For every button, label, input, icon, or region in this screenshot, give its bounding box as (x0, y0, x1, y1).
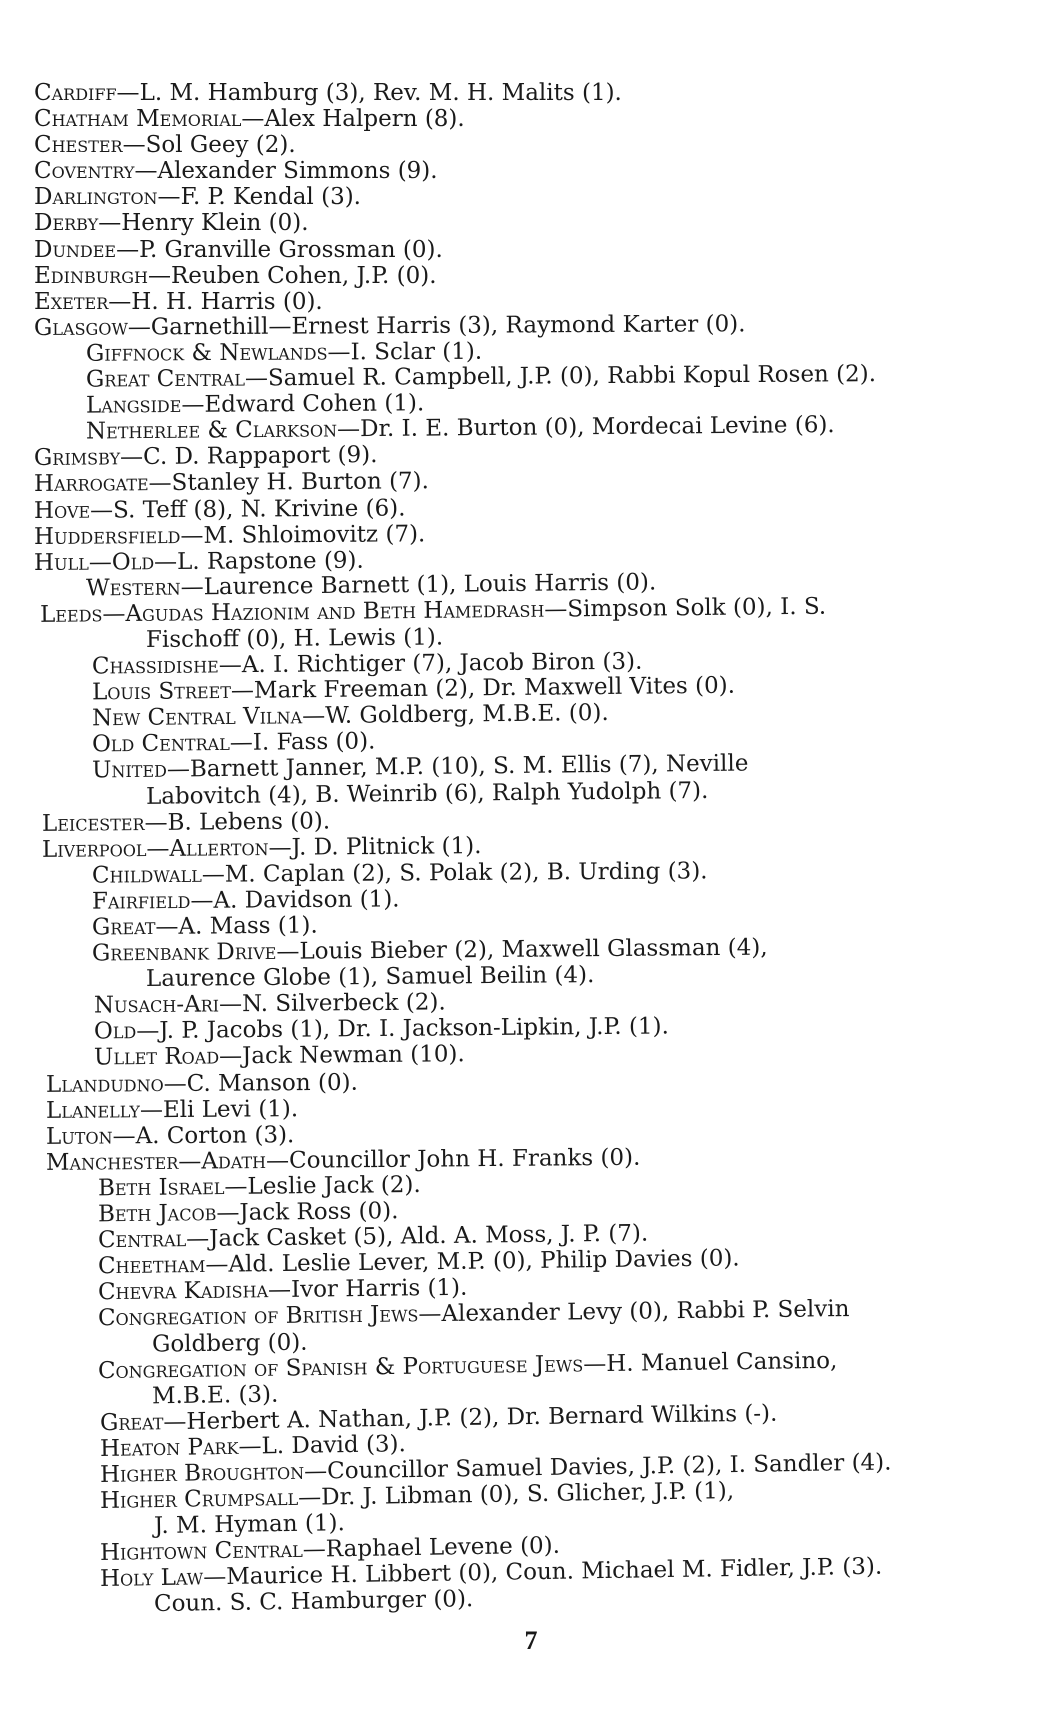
entry-text: J. M. Hyman (1). (153, 1510, 345, 1540)
entry-place: Cheetham— (97, 1251, 229, 1280)
entry-text: N. Silverbeck (2). (241, 989, 446, 1018)
entry-text: S. Teff (8), N. Krivine (6). (113, 494, 406, 523)
entry-place: Heaton Park— (99, 1433, 262, 1462)
entry-text: Alexander Levy (0), Rabbi P. Selvin (441, 1296, 850, 1328)
entry-text: Leslie Jack (2). (247, 1171, 421, 1200)
entry-place: Great— (99, 1408, 187, 1436)
entry-place: Chester— (34, 132, 146, 159)
entry-text: Laurence Barnett (1), Louis Harris (0). (203, 569, 657, 601)
entry-place: Derby— (34, 210, 122, 237)
entry-text: Raphael Levene (0). (325, 1532, 561, 1563)
entry-place: Central— (97, 1225, 210, 1254)
entry-place: Hull—Old— (33, 548, 178, 576)
entry-place: Ullet Road— (93, 1043, 243, 1071)
entry-place: Netherlee & Clarkson— (85, 416, 361, 445)
entry-place: Exeter— (34, 288, 132, 315)
entry-text: Mark Freeman (2), Dr. Maxwell Vites (0). (253, 672, 736, 704)
entry-text: Fischoff (0), H. Lewis (1). (145, 624, 444, 653)
entry-text: L. David (3). (261, 1431, 407, 1460)
entry-place: Holy Law— (99, 1564, 227, 1593)
entry-place: Harrogate— (33, 470, 172, 498)
entry-text: H. H. Harris (0). (131, 288, 323, 315)
entry-text: C. Manson (0). (186, 1069, 358, 1097)
entry-place: Dundee— (34, 236, 140, 263)
entry-place: Beth Jacob— (97, 1199, 240, 1228)
entry-text: Ivor Harris (1). (290, 1275, 468, 1304)
entry-place: Congregation of British Jews— (97, 1301, 442, 1332)
entry-text: Goldberg (0). (151, 1329, 308, 1358)
entry-line (34, 184, 974, 210)
entry-text: Jack Newman (10). (242, 1041, 465, 1070)
entry-text: Louis Bieber (2), Maxwell Glassman (4), (299, 934, 768, 965)
entry-text: B. Lebens (0). (167, 808, 331, 836)
entry-place: Fairfield— (91, 887, 214, 915)
entry-line (34, 158, 974, 184)
entry-text: J. P. Jacobs (1), Dr. I. Jackson-Lipkin, J.P. (1). (159, 1013, 669, 1045)
entry-place: Hightown Central— (99, 1536, 327, 1567)
entry-place: Leicester— (41, 809, 168, 837)
entry-text: J. D. Plitnick (1). (291, 832, 482, 861)
entry-text: Garnethill—Ernest Harris (3), Raymond Karter (0). (150, 311, 746, 341)
entry-text: Ald. Leslie Lever, M.P. (0), Philip Davies (0). (228, 1245, 740, 1278)
entry-place: Langside— (85, 391, 205, 419)
entry-place: Giffnock & Newlands— (85, 339, 351, 367)
entry-place: Coventry— (34, 158, 158, 185)
entry-text: Laurence Globe (1), Samuel Beilin (4). (145, 962, 595, 993)
entry-text: Reuben Cohen, J.P. (0). (170, 262, 437, 289)
entry-text: M.B.E. (3). (151, 1381, 279, 1410)
entry-place: Edinburgh— (34, 262, 171, 289)
entry-text: Coun. S. C. Hamburger (0). (153, 1586, 474, 1618)
entry-place: United— (91, 756, 191, 784)
entry-place: Glasgow— (33, 314, 151, 341)
entry-text: Dr. I. E. Burton (0), Mordecai Levine (6). (359, 412, 835, 443)
entry-place: Huddersfield— (33, 522, 204, 550)
entry-text: A. Davidson (1). (213, 886, 400, 914)
entry-text: A. I. Richtiger (7), Jacob Biron (3). (241, 648, 643, 679)
entry-text: Barnett Janner, M.P. (10), S. M. Ellis (7), Neville (189, 750, 749, 783)
entry-place: Nusach-Ari— (93, 991, 243, 1019)
entry-text: Eli Levi (1). (162, 1095, 299, 1123)
entry-text: Labovitch (4), B. Weinrib (6), Ralph Yudolph (7). (145, 777, 709, 810)
entry-line (34, 210, 974, 236)
entry-place: Old— (93, 1018, 160, 1045)
entry-text: Henry Klein (0). (121, 210, 309, 237)
entry-place: Beth Israel— (97, 1173, 248, 1202)
entry-text: A. Corton (3). (135, 1121, 295, 1150)
entry-place: Congregation of Spanish & Portuguese Jews— (97, 1350, 607, 1384)
entry-place: Hove— (33, 496, 114, 524)
congregation-list (34, 80, 974, 1620)
entry-text: Samuel R. Campbell, J.P. (0), Rabbi Kopul Rosen (2). (267, 361, 877, 392)
entry-text: H. Manuel Cansino, (606, 1347, 838, 1377)
entry-place: Great— (91, 913, 179, 941)
entry-text: L. Rapstone (9). (177, 547, 364, 575)
entry-text: Councillor John H. Franks (0). (288, 1144, 641, 1174)
entry-place: Chatham Memorial— (34, 106, 265, 133)
entry-place: Grimsby— (33, 444, 144, 472)
entry-place: Higher Broughton— (99, 1458, 328, 1488)
entry-place: Louis Street— (91, 677, 255, 706)
entry-place: Great Central— (85, 365, 269, 393)
entry-text: Councillor Samuel Davies, J.P. (2), I. Sandler (4). (326, 1449, 892, 1485)
entry-place: Chevra Kadisha— (97, 1277, 292, 1306)
entry-text: Herbert A. Nathan, J.P. (2), Dr. Bernard Wilkins (-). (186, 1400, 778, 1435)
entry-text: Sol Geey (2). (145, 132, 296, 159)
entry-place: Chassidishe— (91, 652, 242, 680)
entry-text: M. Caplan (2), S. Polak (2), B. Urding (3). (224, 858, 708, 888)
entry-text: Maurice H. Libbert (0), Coun. Michael M. Fidler, J.P. (3). (226, 1554, 883, 1591)
entry-place: Old Central— (91, 730, 253, 758)
entry-place: Liverpool—Allerton— (41, 834, 292, 863)
entry-place: Llandudno— (45, 1070, 187, 1098)
entry-text: I. Sclar (1). (350, 338, 483, 366)
entry-text: Jack Casket (5), Ald. A. Moss, J. P. (7). (209, 1220, 649, 1252)
entry-place: Greenbank Drive— (91, 938, 300, 967)
entry-place: Higher Crumpsall— (99, 1484, 322, 1515)
entry-place: Manchester—Adath— (45, 1147, 290, 1176)
entry-line (34, 80, 974, 106)
entry-text: Stanley H. Burton (7). (171, 468, 430, 497)
entry-place: New Central Vilna— (91, 703, 326, 732)
entry-line (34, 106, 974, 132)
entry-text: I. Fass (0). (252, 728, 376, 757)
entry-text: Edward Cohen (1). (204, 390, 425, 418)
entry-text: Alexander Simmons (9). (157, 158, 438, 185)
entry-text: C. D. Rappaport (9). (143, 442, 378, 471)
entry-line (34, 132, 974, 158)
entry-line (34, 237, 974, 263)
page-number: 7 (524, 1626, 538, 1655)
entry-place: Western— (85, 574, 204, 602)
entry-text: Jack Ross (0). (239, 1198, 399, 1226)
entry-line (34, 263, 974, 289)
entry-text: L. M. Hamburg (3), Rev. M. H. Malits (1). (139, 80, 622, 106)
entry-text: A. Mass (1). (178, 912, 318, 940)
entry-place: Llanelly— (45, 1096, 164, 1124)
entry-place: Darlington— (34, 184, 181, 211)
entry-text: M. Shloimovitz (7). (203, 520, 426, 549)
entry-text: W. Goldberg, M.B.E. (0). (325, 700, 609, 730)
entry-text: P. Granville Grossman (0). (139, 236, 443, 263)
entry-place: Cardiff— (34, 80, 140, 106)
entry-place: Luton— (45, 1123, 136, 1150)
entry-text: Simpson Solk (0), I. S. (567, 593, 827, 623)
entry-place: Childwall— (91, 861, 225, 889)
entry-text: Alex Halpern (8). (264, 106, 465, 133)
entry-text: F. P. Kendal (3). (180, 184, 361, 211)
entry-text: Dr. J. Libman (0), S. Glicher, J.P. (1), (320, 1478, 735, 1511)
entry-place: Leeds—Agudas Hazionim and Beth Hamedrash— (39, 596, 568, 628)
